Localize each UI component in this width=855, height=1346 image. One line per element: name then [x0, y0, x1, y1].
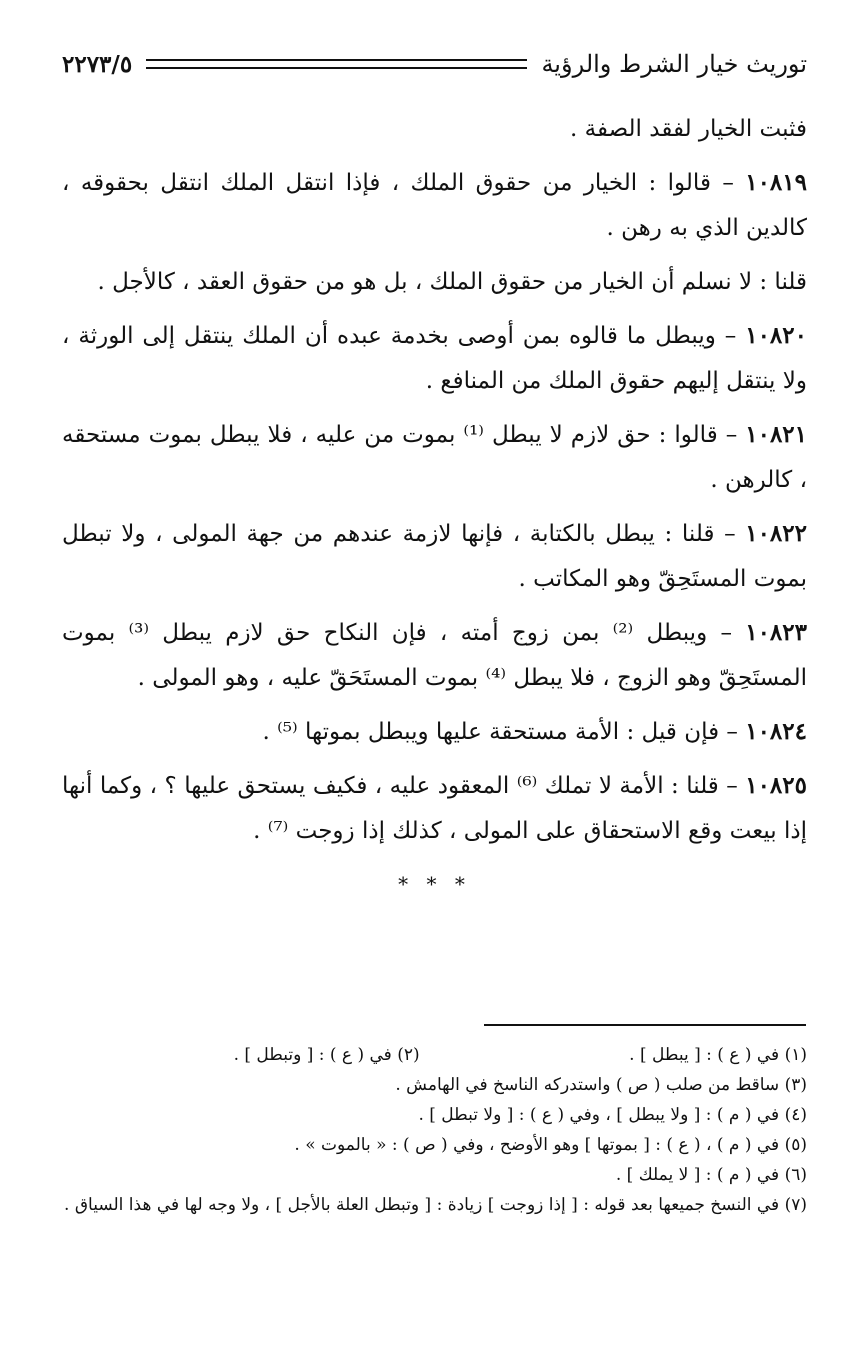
footnote-4: (٤) في ( م ) : [ ولا يبطل ] ، وفي ( ع ) : [ ولا تبطل ] .	[418, 1105, 807, 1125]
paragraph-number: ١٠٨٢٤	[745, 718, 807, 745]
footnote-6: (٦) في ( م ) : [ لا يملك ] .	[615, 1165, 807, 1185]
paragraph: فثبت الخيار لفقد الصفة .	[570, 116, 807, 142]
footnote-2: (٢) في ( ع ) : [ وتبطل ] .	[233, 1045, 420, 1065]
paragraph: ١٠٨٢٢ – قلنا : يبطل بالكتابة ، فإنها لازمة عندهم من جهة المولى ، ولا تبطل بموت المستَحِقّ وهو المكاتب .	[62, 520, 807, 592]
paragraph: ١٠٨٢٥ – قلنا : الأمة لا تملك ⁽⁶⁾ المعقود عليه ، فكيف يستحق عليها ؟ ، وكما أنها إذا بيعت وقع الاستحقاق على المولى ، كذلك إذا زوجت ⁽⁷⁾ .	[62, 772, 807, 844]
running-header	[62, 44, 807, 84]
paragraph-number: ١٠٨٢٠	[745, 322, 807, 349]
paragraph-number: ١٠٨٢٣	[745, 619, 807, 646]
section-separator: * * *	[398, 872, 471, 896]
paragraph: ١٠٨٢٤ – فإن قيل : الأمة مستحقة عليها ويبطل بموتها ⁽⁵⁾ .	[262, 718, 807, 745]
paragraph-number: ١٠٨٢٢	[745, 520, 807, 547]
paragraph: ١٠٨٢٠ – ويبطل ما قالوه بمن أوصى بخدمة عبده أن الملك ينتقل إلى الورثة ، ولا ينتقل إليهم حقوق الملك من المنافع .	[62, 322, 807, 394]
footnote-5: (٥) في ( م ) ، ( ع ) : [ بموتها ] وهو الأوضح ، وفي ( ص ) : « بالموت » .	[294, 1135, 807, 1155]
footnote-1: (١) في ( ع ) : [ يبطل ] .	[629, 1045, 807, 1065]
header-rule	[146, 59, 527, 69]
paragraph-number: ١٠٨٢٥	[745, 772, 807, 799]
running-title: توريث خيار الشرط والرؤية	[541, 50, 807, 78]
footnote-rule	[484, 1024, 806, 1026]
page-number: ٢٢٧٣/٥	[62, 50, 133, 78]
paragraph: قلنا : لا نسلم أن الخيار من حقوق الملك ، بل هو من حقوق العقد ، كالأجل .	[97, 269, 807, 295]
paragraph: ١٠٨١٩ – قالوا : الخيار من حقوق الملك ، فإذا انتقل الملك انتقل بحقوقه ، كالدين الذي به رهن .	[62, 169, 807, 241]
footnotes	[62, 1040, 807, 1220]
footnote-7: (٧) في النسخ جميعها بعد قوله : [ إذا زوجت ] زيادة : [ وتبطل العلة بالأجل ] ، ولا وجه لها في هذا السياق .	[64, 1195, 807, 1215]
main-text	[62, 106, 807, 907]
footnote-row	[62, 1040, 807, 1070]
paragraph-number: ١٠٨٢١	[745, 421, 808, 448]
paragraph-number: ١٠٨١٩	[745, 169, 807, 196]
footnote-3: (٣) ساقط من صلب ( ص ) واستدركه الناسخ في الهامش .	[395, 1075, 807, 1095]
paragraph: ١٠٨٢١ – قالوا : حق لازم لا يبطل ⁽¹⁾ بموت من عليه ، فلا يبطل بموت مستحقه ، كالرهن .	[62, 421, 808, 493]
paragraph: ١٠٨٢٣ – ويبطل ⁽²⁾ بمن زوج أمته ، فإن النكاح حق لازم يبطل ⁽³⁾ بموت المستَحِقّ وهو الزوج ، فلا يبطل ⁽⁴⁾ بموت المستَحَقّ عليه ، وهو المولى .	[62, 619, 807, 691]
